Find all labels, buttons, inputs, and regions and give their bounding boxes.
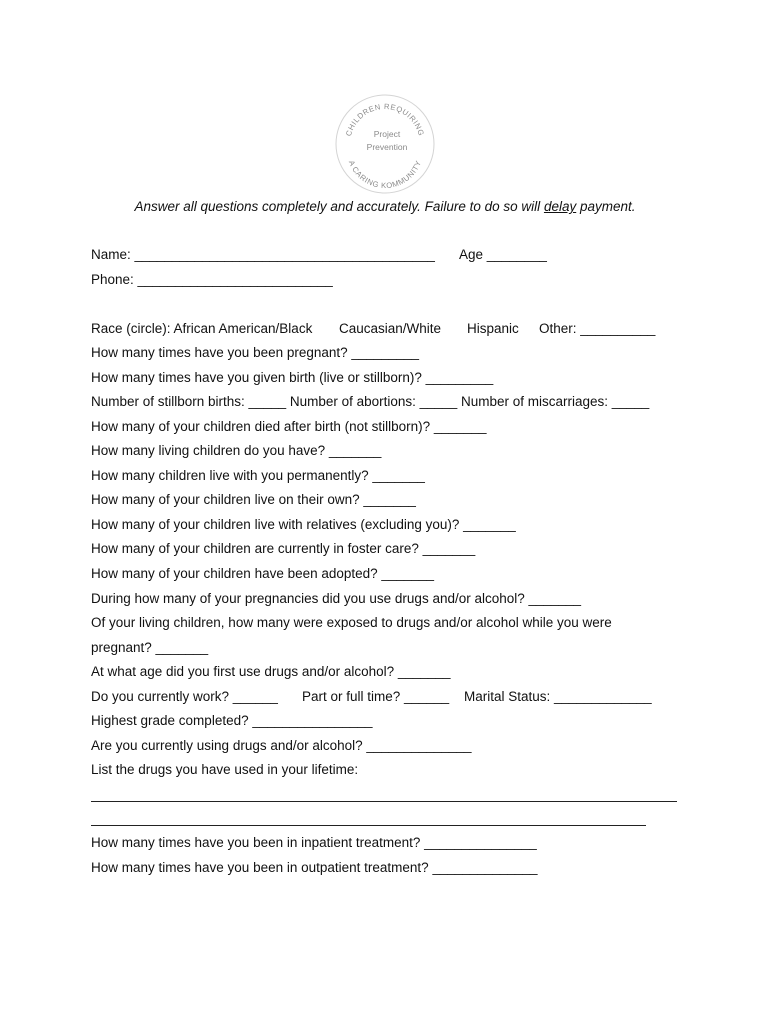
part-full-time-field[interactable]: Part or full time? ______ <box>302 689 450 704</box>
drugs-answer-line-1[interactable] <box>91 801 677 802</box>
question-children-died[interactable]: How many of your children died after birth (not stillborn)? _______ <box>91 419 487 434</box>
question-first-use-age[interactable]: At what age did you first use drugs and/or alcohol? _______ <box>91 664 451 679</box>
question-stillborn-abortions-miscarriages[interactable]: Number of stillborn births: _____ Number of abortions: _____ Number of miscarriages: _____ <box>91 394 650 409</box>
question-drugs-during-pregnancies[interactable]: During how many of your pregnancies did you use drugs and/or alcohol? _______ <box>91 591 582 606</box>
question-pregnant[interactable]: How many times have you been pregnant? _________ <box>91 345 419 360</box>
age-field[interactable]: Age ________ <box>459 247 547 262</box>
work-field[interactable]: Do you currently work? ______ <box>91 689 278 704</box>
question-live-permanently[interactable]: How many children live with you permanently? _______ <box>91 468 425 483</box>
drugs-answer-line-2[interactable] <box>91 825 646 826</box>
question-adopted[interactable]: How many of your children have been adopted? _______ <box>91 566 434 581</box>
race-label[interactable]: Race (circle): African American/Black <box>91 321 313 336</box>
question-live-with-relatives[interactable]: How many of your children live with relatives (excluding you)? _______ <box>91 517 516 532</box>
instruction-before: Answer all questions completely and accurately. Failure to do so will <box>134 199 544 214</box>
logo-center-line1: Project <box>373 129 401 139</box>
logo-center-line2: Prevention <box>366 142 408 152</box>
logo-arc-top: CHILDREN REQUIRING <box>343 101 427 138</box>
phone-field[interactable]: Phone: __________________________ <box>91 272 333 287</box>
question-given-birth[interactable]: How many times have you given birth (live or stillborn)? _________ <box>91 370 494 385</box>
instruction-underlined: delay <box>543 199 577 214</box>
question-list-drugs: List the drugs you have used in your lifetime: <box>91 762 359 777</box>
project-prevention-logo <box>333 92 437 196</box>
instruction-after: payment. <box>576 199 636 214</box>
question-living-children[interactable]: How many living children do you have? _______ <box>91 443 382 458</box>
logo-arc-bottom: A CARING KOMMUNITY <box>346 158 424 191</box>
question-foster-care[interactable]: How many of your children are currently in foster care? _______ <box>91 541 476 556</box>
highest-grade-field[interactable]: Highest grade completed? ________________ <box>91 713 373 728</box>
marital-status-field[interactable]: Marital Status: _____________ <box>464 689 652 704</box>
question-inpatient-treatment[interactable]: How many times have you been in inpatient treatment? _______________ <box>91 835 537 850</box>
question-outpatient-treatment[interactable]: How many times have you been in outpatient treatment? ______________ <box>91 860 538 875</box>
instruction-text <box>0 199 770 215</box>
question-currently-using[interactable]: Are you currently using drugs and/or alcohol? ______________ <box>91 738 472 753</box>
race-option-other[interactable]: Other: __________ <box>539 321 656 336</box>
name-field[interactable]: Name: ________________________________________ <box>91 247 435 262</box>
race-option-caucasian[interactable]: Caucasian/White <box>339 321 442 336</box>
race-option-hispanic[interactable]: Hispanic <box>467 321 519 336</box>
question-exposed-line1: Of your living children, how many were exposed to drugs and/or alcohol while you were <box>91 615 612 630</box>
question-exposed-line2[interactable]: pregnant? _______ <box>91 640 209 655</box>
question-live-on-own[interactable]: How many of your children live on their own? _______ <box>91 492 416 507</box>
